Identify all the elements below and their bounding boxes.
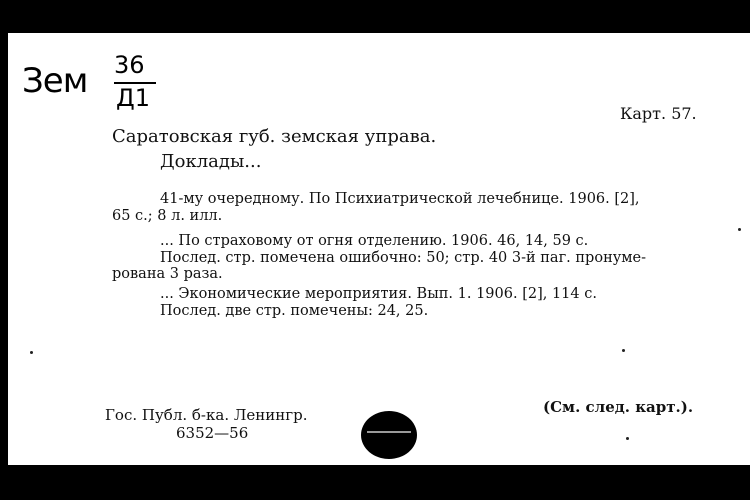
library-name: Гос. Публ. б-ка. Ленингр. [105, 406, 308, 424]
continuation-note: (См. след. карт.). [543, 398, 694, 416]
punch-hole [361, 411, 417, 459]
entry-line: рована 3 раза. [112, 266, 223, 282]
speck [30, 351, 33, 354]
card-paper [8, 33, 750, 465]
entry-line: 41-му очередному. По Психиатрической лечебнице. 1906. [2], [160, 191, 640, 207]
entry-line: Послед. стр. помечена ошибочно: 50; стр. 40 3-й паг. пронуме- [160, 250, 647, 266]
handwritten-call-number [22, 51, 162, 111]
handwritten-prefix: Зем [22, 61, 88, 101]
entry-line: Послед. две стр. помечены: 24, 25. [160, 303, 429, 319]
library-code: 6352—56 [176, 424, 249, 442]
card-subheading: Доклады... [160, 151, 262, 172]
speck [622, 349, 625, 352]
card-heading: Саратовская губ. земская управа. [112, 126, 437, 147]
entry-line: ... По страховому от огня отделению. 1906. 46, 14, 59 с. [160, 233, 589, 249]
handwritten-denominator: Д1 [116, 84, 151, 112]
speck [738, 228, 741, 231]
entry-line: 65 с.; 8 л. илл. [112, 208, 223, 224]
speck [626, 437, 629, 440]
entry-line: ... Экономические мероприятия. Вып. 1. 1906. [2], 114 с. [160, 286, 597, 302]
handwritten-numerator: 36 [114, 51, 145, 79]
card-number: Карт. 57. [620, 104, 697, 123]
